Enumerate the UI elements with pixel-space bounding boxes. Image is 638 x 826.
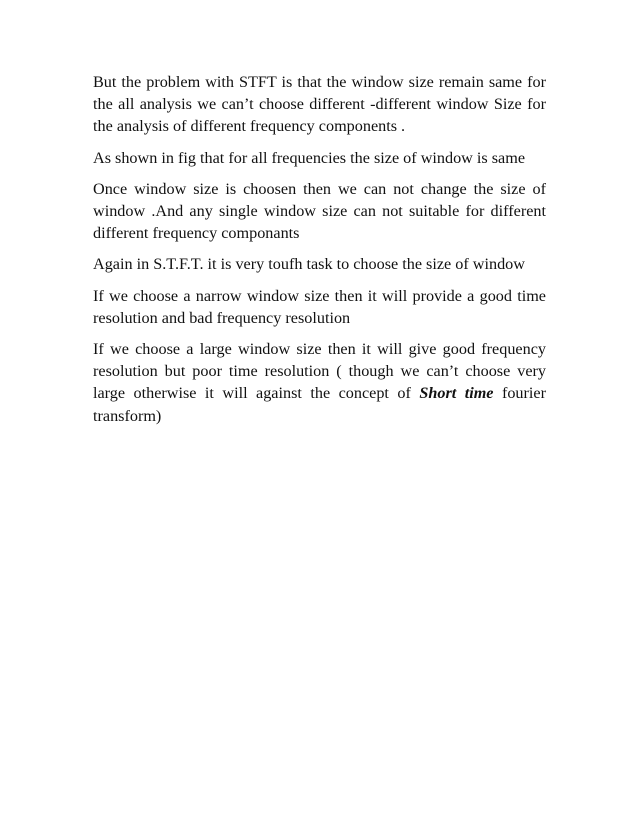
paragraph-stft-problem: But the problem with STFT is that the window size remain same for the all analysis we can’t choose different -different window Size for the analysis of different frequency components . (93, 73, 546, 136)
paragraph-large-window (93, 338, 546, 427)
paragraph-figure-note: As shown in fig that for all frequencies the size of window is same (93, 148, 526, 167)
document-body (93, 71, 546, 436)
paragraph-large-window-text-before: If we choose a large window size then it will give good frequency resolution but poor time resolution ( though we can’t choose very large otherwise it will against the concept of (93, 340, 546, 403)
emphasized-term: Short time (419, 384, 494, 403)
paragraph-narrow-window: If we choose a narrow window size then it will provide a good time resolution and bad frequency resolution (93, 286, 546, 327)
paragraph-window-fixed: Once window size is choosen then we can not change the size of window .And any single window size can not suitable for different different frequency componants (93, 179, 546, 243)
paragraph-large-window-text-after: fourier transform) (93, 384, 546, 425)
paragraph-window-choice: Again in S.T.F.T. it is very toufh task to choose the size of window (93, 255, 525, 274)
